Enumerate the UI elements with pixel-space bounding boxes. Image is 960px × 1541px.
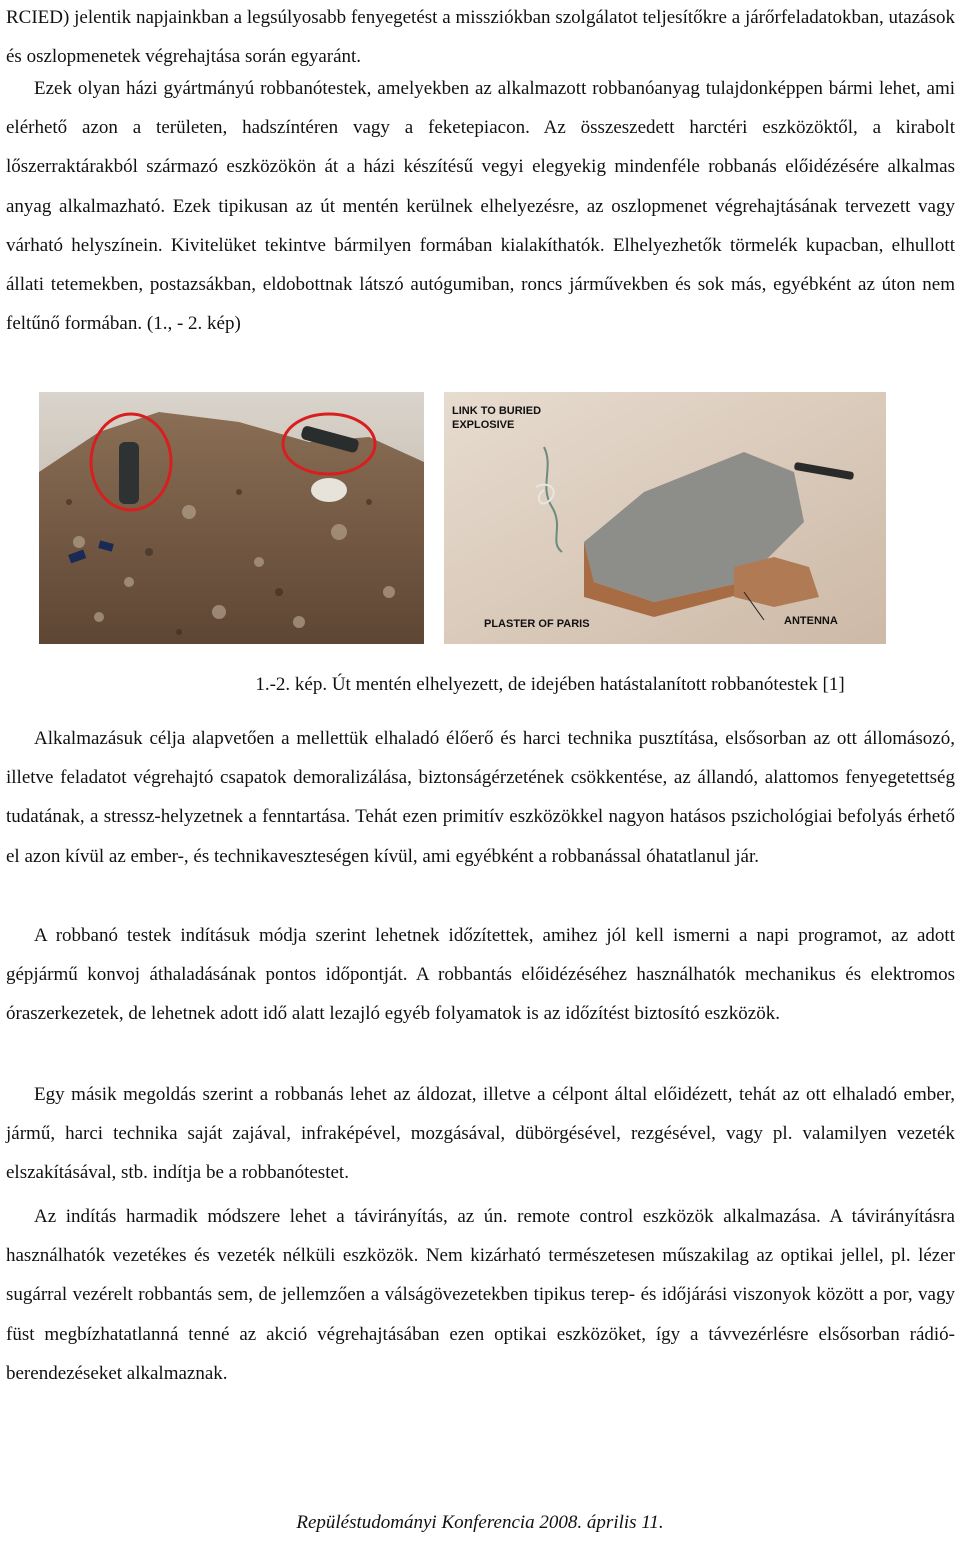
label-antenna: ANTENNA <box>784 615 838 627</box>
paragraph-timing: A robbanó testek indításuk módja szerint lehetnek időzítettek, amihez jól kell ismerni a napi programot, az adott gépjármű konvoj áthaladásának pontos időpontját. A robbantás előidézéséhez használhatók mechanikus és elektromos óraszerkezetek, de lehetnek adott idő alatt lezajló egyéb folyamatok is az időzítést biztosító eszközök. <box>6 925 955 1025</box>
label-link-line1: LINK TO BURIED <box>452 405 542 417</box>
page-footer: Repüléstudományi Konferencia 2008. április 11. <box>296 1512 664 1533</box>
figure-caption <box>0 670 960 700</box>
paragraph-remote-control: Az indítás harmadik módszere lehet a távirányítás, az ún. remote control eszközök alkalmazása. A távirányításra használhatók vezetékes és vezeték nélküli eszközök. Nem kizárható természetesen műszakilag az optikai jellel, pl. lézer sugárral vezérelt robbantás sem, de jellemzően a válságövezetekben tipikus terep- és időjárási viszonyok között a por, vagy füst megbízhatatlanná tenné az akció végrehajtásában ezen optikai eszközöket, így a távvezérlésre elsősorban rádió-berendezéseket alkalmaznak. <box>6 1206 955 1384</box>
paragraph-ied-description: Ezek olyan házi gyártmányú robbanótestek, amelyekben az alkalmazott robbanóanyag tulajdonképpen bármi lehet, ami elérhető azon a területen, hadszíntéren vagy a feketepiacon. Az összeszedett harctéri eszközöktől, a kirabolt lőszerraktárakból származó eszközökön át a házi készítésű vegyi elegyekig mindenféle robbanás előidézésére alkalmas anyag alkalmazható. Ezek tipikusan az út mentén kerülnek elhelyezésre, az oszlopmenet végrehajtásának tervezett vagy várható helyszínein. Kivitelüket tekintve bármilyen formában kialakíthatók. Elhelyezhetők törmelék kupacban, elhullott állati tetemekben, postazsákban, eldobottnak látszó autógumiban, roncs járművekben és sok más, egyébként az úton nem feltűnő formában. (1., - 2. kép) <box>6 78 955 335</box>
label-link-line2: EXPLOSIVE <box>452 419 515 431</box>
figure-caption-text: 1.-2. kép. Út mentén elhelyezett, de idejében hatástalanított robbanótestek [1] <box>255 674 845 695</box>
paragraph-intro: RCIED) jelentik napjainkban a legsúlyosabb fenyegetést a missziókban szolgálatot teljesítőkre a járőrfeladatokban, utazások és oszlopmenetek végrehajtása során egyaránt. <box>6 7 955 68</box>
paragraph-victim-triggered: Egy másik megoldás szerint a robbanás lehet az áldozat, illetve a célpont által előidézett, tehát az ott elhaladó ember, jármű, harci technika saját zajával, infraképével, mozgásával, dübörgésével, rezgésével, vagy pl. valamilyen vezeték elszakításával, stb. indítja be a robbanótestet. <box>6 1084 955 1184</box>
photo-ied-rubble <box>39 392 424 644</box>
photo-ied-plaster <box>444 392 886 644</box>
label-plaster-of-paris: PLASTER OF PARIS <box>484 618 590 630</box>
paragraph-purpose: Alkalmazásuk célja alapvetően a mellettük elhaladó élőerő és harci technika pusztítása, elsősorban az ott állomásozó, illetve feladatot végrehajtó csapatok demoralizálása, biztonságérzetének csökkentése, az állandó, alattomos fenyegetettség tudatának, a stressz-helyzetnek a fenntartása. Tehát ezen primitív eszközökkel nagyon hatásos pszichológiai befolyás érhető el azon kívül az ember-, és technikaveszteségen kívül, ami egyébként a robbanással óhatatlanul jár. <box>6 728 955 867</box>
